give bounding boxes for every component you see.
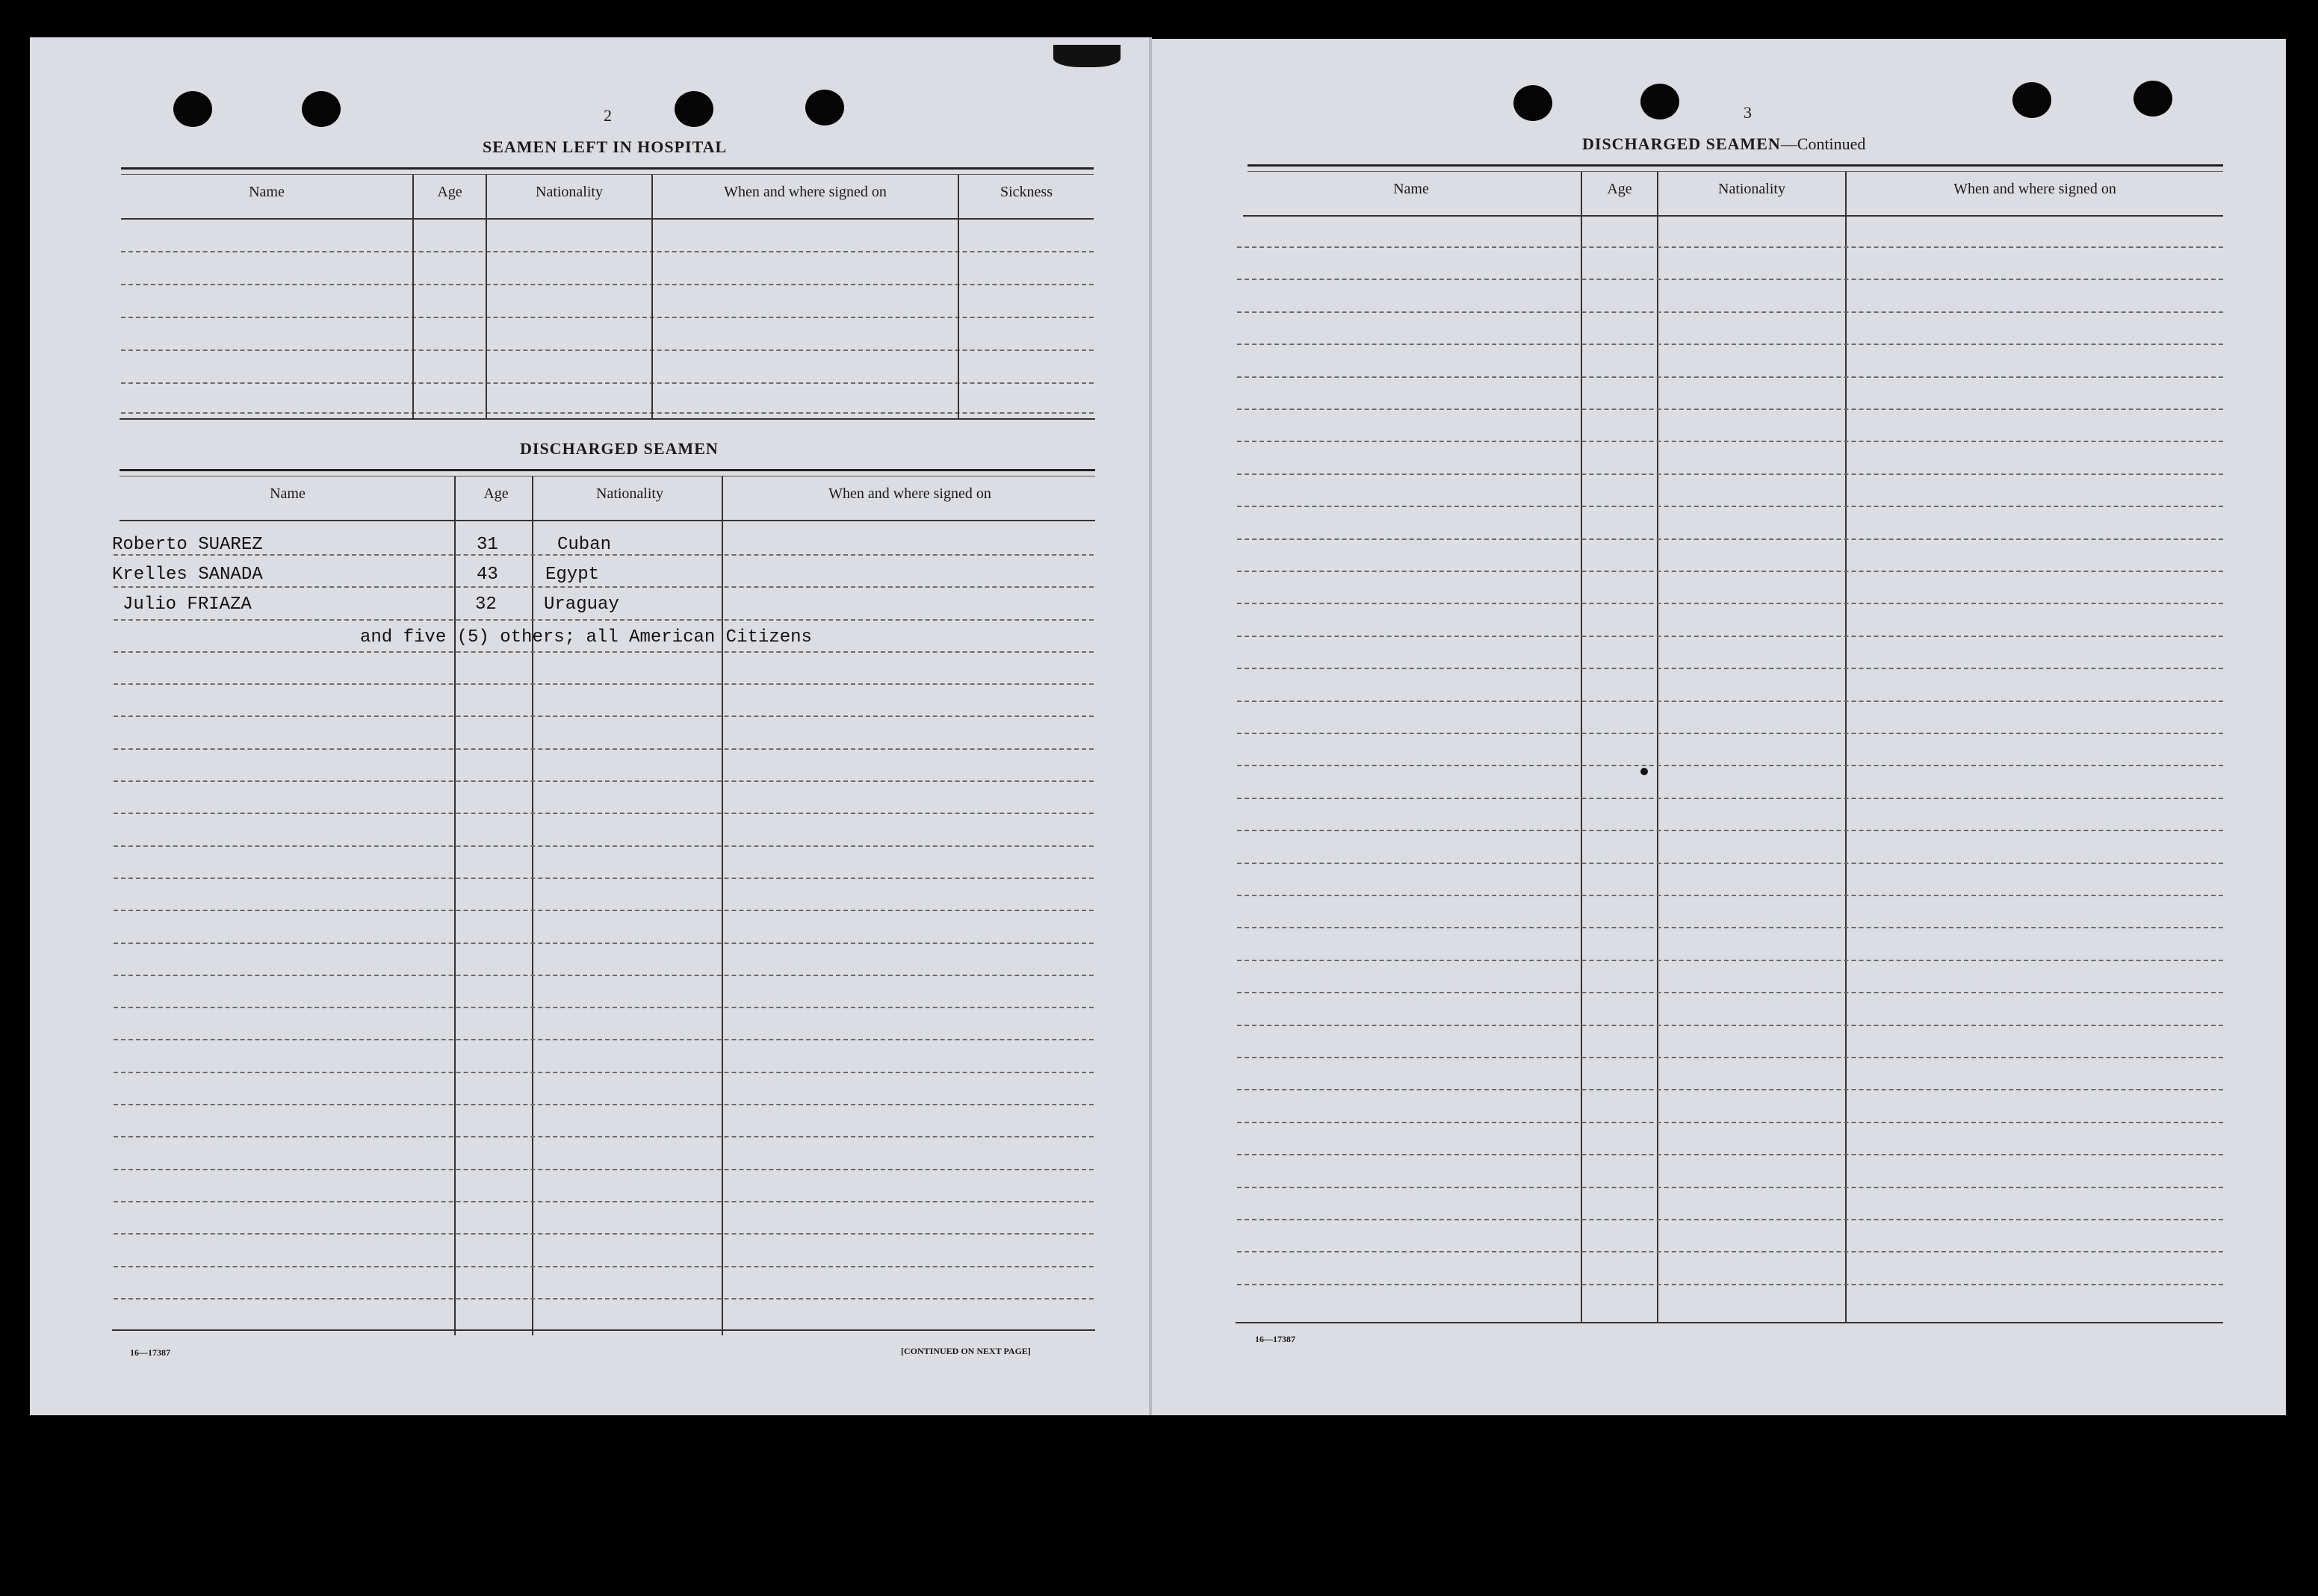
ruled-line [114,1136,1094,1137]
column-divider [651,175,653,418]
ruled-line [1237,636,2223,637]
ruled-line [114,1266,1094,1267]
seaman-name: Krelles SANADA [112,565,263,585]
ruled-line [114,1104,1094,1105]
ruled-line [114,586,1094,588]
column-divider [454,476,456,1335]
form-number: 16—17387 [1255,1334,1295,1344]
table-rule [1248,164,2223,172]
ruled-line [1237,473,2223,475]
ruled-line [1237,1154,2223,1155]
ruled-line [114,845,1094,847]
left-page [30,37,1150,1415]
ruled-line [114,1233,1094,1235]
table-rule [121,167,1094,175]
punch-hole-icon [1640,84,1679,119]
ruled-line [1237,1187,2223,1188]
ruled-line [1237,311,2223,313]
ruled-line [114,975,1094,976]
hospital-section-title: SEAMEN LEFT IN HOSPITAL [483,137,728,156]
table-bottom-rule [1236,1322,2223,1323]
seaman-age: 32 [475,594,497,615]
ruled-line [114,1007,1094,1008]
right-page [1150,39,2286,1415]
ruled-line [1237,765,2223,766]
section-title-suffix: —Continued [1780,134,1866,153]
ruled-line [114,813,1094,814]
punch-hole-icon [173,91,212,127]
column-header: When and where signed on [828,485,991,502]
punch-hole-icon [302,91,341,127]
ruled-line [1237,344,2223,345]
torn-edge-mark [1053,45,1121,67]
ruled-line [121,350,1094,351]
discharged-section-title: DISCHARGED SEAMEN [520,439,719,458]
ruled-line [114,780,1094,782]
ruled-line [1237,441,2223,442]
ruled-line [1237,1025,2223,1026]
ruled-line [121,284,1094,285]
column-header: Nationality [536,184,603,200]
ruled-line [1237,701,2223,702]
section-title-text: DISCHARGED SEAMEN [1582,134,1781,153]
seaman-age: 43 [477,565,498,585]
ruled-line [1237,927,2223,928]
ruled-line [121,317,1094,318]
punch-hole-icon [675,91,713,127]
ruled-line [1237,1122,2223,1123]
ruled-line [1237,1251,2223,1252]
column-header: Nationality [1718,181,1785,197]
ruled-line [1237,863,2223,864]
column-header: When and where signed on [724,184,887,200]
column-divider [722,476,723,1335]
column-header: Sickness [1000,184,1053,200]
continued-note: [CONTINUED ON NEXT PAGE] [901,1346,1031,1356]
punch-hole-icon [2012,82,2051,118]
seaman-nationality: Egypt [545,565,600,585]
ruled-line [121,382,1094,384]
ruled-line [1237,798,2223,799]
ruled-line [1237,571,2223,572]
ruled-line [1237,409,2223,410]
ruled-line [1237,279,2223,280]
header-rule [120,520,1095,521]
ruled-line [114,1039,1094,1040]
ruled-line [114,1169,1094,1170]
ruled-line [1237,733,2223,734]
column-divider [486,175,487,418]
form-number: 16—17387 [130,1347,170,1358]
seaman-name: Julio FRIAZA [123,594,252,615]
ruled-line [1237,960,2223,961]
column-header: Nationality [596,485,663,502]
ruled-line [1237,246,2223,248]
ruled-line [114,1072,1094,1073]
ink-speck [1640,768,1648,775]
column-header: Age [1607,181,1632,197]
ruled-line [114,1201,1094,1202]
column-header: Age [437,184,462,200]
ruled-line [1237,830,2223,831]
table-bottom-rule [120,418,1095,420]
ruled-line [1237,1057,2223,1058]
ruled-line [114,651,1094,653]
page-number: 3 [1744,103,1752,122]
ruled-line [1237,538,2223,540]
ruled-line [1237,1284,2223,1285]
header-rule [1243,215,2223,217]
punch-hole-icon [2133,81,2172,117]
ruled-line [1237,603,2223,604]
ruled-line [114,878,1094,879]
column-header: Name [1393,181,1429,197]
seaman-name: Roberto SUAREZ [112,535,263,555]
punch-hole-icon [1513,85,1552,121]
seaman-age: 31 [477,535,498,555]
column-divider [412,175,414,418]
seaman-nationality: Uraguay [544,594,619,615]
column-header: Name [270,485,306,502]
column-header: Name [249,184,285,200]
table-rule [120,469,1095,476]
ruled-line [1237,895,2223,896]
ruled-line [1237,506,2223,507]
ruled-line [1237,668,2223,669]
column-divider [532,476,533,1335]
ruled-line [114,910,1094,911]
ruled-line [1237,992,2223,993]
page-number: 2 [604,106,612,125]
page-fold [1149,37,1152,1415]
column-divider [958,175,959,418]
ruled-line [1237,376,2223,378]
ruled-line [121,251,1094,252]
ruled-line [114,683,1094,685]
ruled-line [1237,1219,2223,1220]
ruled-line [121,412,1094,414]
ruled-line [114,715,1094,717]
column-header: When and where signed on [1953,181,2116,197]
ruled-line [1237,1089,2223,1090]
column-header: Age [483,485,509,502]
punch-hole-icon [805,90,844,125]
crew-note: and five (5) others; all American Citizens [360,627,812,648]
ruled-line [114,943,1094,944]
header-rule [121,218,1094,220]
discharged-continued-title [1582,134,1865,154]
ruled-line [114,1298,1094,1300]
seaman-nationality: Cuban [557,535,612,555]
ruled-line [114,619,1094,621]
ruled-line [114,748,1094,750]
table-bottom-rule [112,1329,1095,1331]
ruled-line [114,554,1094,556]
